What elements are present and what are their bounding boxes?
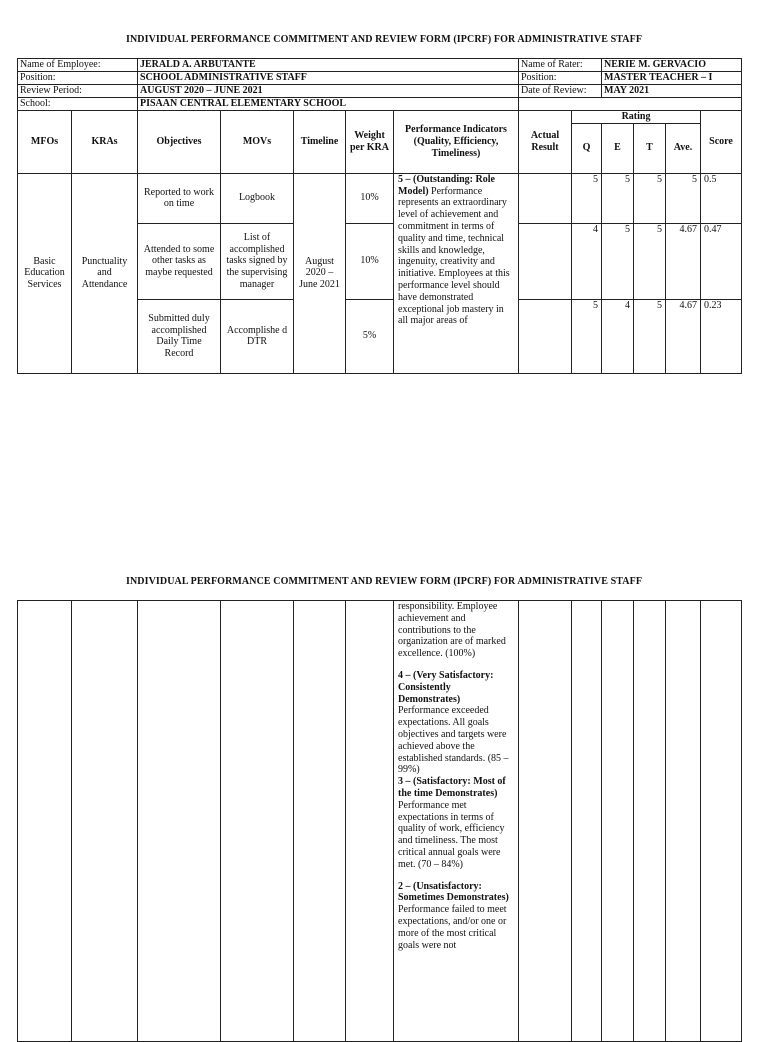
school-label: School: bbox=[18, 98, 138, 111]
rating-ave-cell bbox=[666, 601, 701, 1042]
info-blank bbox=[602, 98, 742, 111]
mov-cell bbox=[221, 601, 294, 1042]
timeline-cell: August 2020 – June 2021 bbox=[294, 173, 346, 373]
date-label: Date of Review: bbox=[519, 85, 602, 98]
table-row bbox=[18, 173, 742, 223]
info-row bbox=[18, 72, 742, 85]
objective-cell bbox=[138, 601, 221, 1042]
pi-level5-heading: 5 – (Outstanding: Role Model) bbox=[398, 173, 495, 197]
header-kras: KRAs bbox=[72, 111, 138, 174]
mov-cell: Logbook bbox=[221, 173, 294, 223]
header-rating: Rating bbox=[572, 111, 701, 124]
kra-cell: Punctuality and Attendance bbox=[72, 173, 138, 373]
header-objectives: Objectives bbox=[138, 111, 221, 174]
pi-level4-heading: 4 – (Very Satisfactory: Consistently Demonstrates) bbox=[398, 669, 494, 705]
performance-table bbox=[17, 110, 742, 374]
rating-t-cell: 5 bbox=[634, 223, 666, 299]
rater-name: NERIE M. GERVACIO bbox=[602, 59, 742, 72]
pi-level3-text: Performance met expectations in terms of quality of work, efficiency and timeliness. The most critical annual goals were met. (70 – 84%) bbox=[398, 799, 505, 870]
score-cell: 0.5 bbox=[701, 173, 742, 223]
header-t: T bbox=[634, 123, 666, 173]
mov-cell: Accomplishe d DTR bbox=[221, 299, 294, 373]
pi-level2-text: Performance failed to meet expectations, and/or one or more of the most critical goals were not bbox=[398, 904, 507, 951]
info-blank bbox=[519, 98, 602, 111]
rater-label: Name of Rater: bbox=[519, 59, 602, 72]
info-row bbox=[18, 85, 742, 98]
rating-e-cell: 4 bbox=[602, 299, 634, 373]
header-timeline: Timeline bbox=[294, 111, 346, 174]
rating-q-cell: 5 bbox=[572, 173, 602, 223]
employee-position: SCHOOL ADMINISTRATIVE STAFF bbox=[138, 72, 519, 85]
score-cell bbox=[701, 601, 742, 1042]
rating-e-cell: 5 bbox=[602, 173, 634, 223]
actual-result-cell bbox=[519, 223, 572, 299]
performance-indicator-cell bbox=[394, 601, 519, 1042]
actual-result-cell bbox=[519, 601, 572, 1042]
rating-t-cell: 5 bbox=[634, 299, 666, 373]
header-movs: MOVs bbox=[221, 111, 294, 174]
pi-header-title: Performance Indicators bbox=[405, 124, 507, 136]
rating-ave-cell: 5 bbox=[666, 173, 701, 223]
employee-info-table bbox=[17, 58, 742, 111]
pi-level2-heading: 2 – (Unsatisfactory: Sometimes Demonstrates) bbox=[398, 880, 509, 904]
rating-t-cell: 5 bbox=[634, 173, 666, 223]
rating-q-cell bbox=[572, 601, 602, 1042]
pi-header-subtitle: (Quality, Efficiency, Timeliness) bbox=[413, 136, 499, 159]
actual-result-cell bbox=[519, 173, 572, 223]
form-title-page2: INDIVIDUAL PERFORMANCE COMMITMENT AND REVIEW FORM (IPCRF) FOR ADMINISTRATIVE STAFF bbox=[125, 576, 643, 587]
rater-position: MASTER TEACHER – I bbox=[602, 72, 742, 85]
header-actual-result: Actual Result bbox=[519, 111, 572, 174]
info-row bbox=[18, 59, 742, 72]
header-row bbox=[18, 111, 742, 124]
review-period-label: Review Period: bbox=[18, 85, 138, 98]
header-score: Score bbox=[701, 111, 742, 174]
header-mfos: MFOs bbox=[18, 111, 72, 174]
rating-ave-cell: 4.67 bbox=[666, 299, 701, 373]
form-title: INDIVIDUAL PERFORMANCE COMMITMENT AND REVIEW FORM (IPCRF) FOR ADMINISTRATIVE STAFF bbox=[125, 34, 643, 45]
school-name: PISAAN CENTRAL ELEMENTARY SCHOOL bbox=[138, 98, 519, 111]
employee-label: Name of Employee: bbox=[18, 59, 138, 72]
pi-level4-text: Performance exceeded expectations. All goals objectives and targets were achieved above the established standards. (85 – 99%) bbox=[398, 705, 509, 776]
mov-cell: List of accomplished tasks signed by the supervising manager bbox=[221, 223, 294, 299]
rating-e-cell: 5 bbox=[602, 223, 634, 299]
pi-level5-continued: responsibility. Employee achievement and contributions to the organization are of marked excellence. (100%) bbox=[398, 601, 506, 660]
objective-cell: Reported to work on time bbox=[138, 173, 221, 223]
rating-e-cell bbox=[602, 601, 634, 1042]
weight-cell bbox=[346, 601, 394, 1042]
rating-q-cell: 4 bbox=[572, 223, 602, 299]
employee-name: JERALD A. ARBUTANTE bbox=[138, 59, 519, 72]
mfo-cell: Basic Education Services bbox=[18, 173, 72, 373]
timeline-cell bbox=[294, 601, 346, 1042]
position-label: Position: bbox=[18, 72, 138, 85]
header-e: E bbox=[602, 123, 634, 173]
header-q: Q bbox=[572, 123, 602, 173]
score-cell: 0.23 bbox=[701, 299, 742, 373]
actual-result-cell bbox=[519, 299, 572, 373]
weight-cell: 10% bbox=[346, 223, 394, 299]
score-cell: 0.47 bbox=[701, 223, 742, 299]
header-ave: Ave. bbox=[666, 123, 701, 173]
performance-indicator-cell bbox=[394, 173, 519, 373]
rater-position-label: Position: bbox=[519, 72, 602, 85]
objective-cell: Submitted duly accomplished Daily Time Record bbox=[138, 299, 221, 373]
pi-level5-text: Performance represents an extraordinary level of achievement and commitment in terms of quality and time, technical skills and knowledge, ingenuity, creativity and initiative. Employees at this performance level should have demonstrated exceptional job mastery in all major areas of bbox=[398, 185, 510, 327]
info-row bbox=[18, 98, 742, 111]
pi-level3-heading: 3 – (Satisfactory: Most of the time Demonstrates) bbox=[398, 776, 506, 799]
rating-q-cell: 5 bbox=[572, 299, 602, 373]
rating-ave-cell: 4.67 bbox=[666, 223, 701, 299]
table-row bbox=[18, 601, 742, 1042]
header-performance-indicators bbox=[394, 111, 519, 174]
header-weight: Weight per KRA bbox=[346, 111, 394, 174]
weight-cell: 5% bbox=[346, 299, 394, 373]
mfo-cell bbox=[18, 601, 72, 1042]
objective-cell: Attended to some other tasks as maybe requested bbox=[138, 223, 221, 299]
performance-table-continued bbox=[17, 600, 742, 1042]
weight-cell: 10% bbox=[346, 173, 394, 223]
kra-cell bbox=[72, 601, 138, 1042]
review-period: AUGUST 2020 – JUNE 2021 bbox=[138, 85, 519, 98]
review-date: MAY 2021 bbox=[602, 85, 742, 98]
rating-t-cell bbox=[634, 601, 666, 1042]
